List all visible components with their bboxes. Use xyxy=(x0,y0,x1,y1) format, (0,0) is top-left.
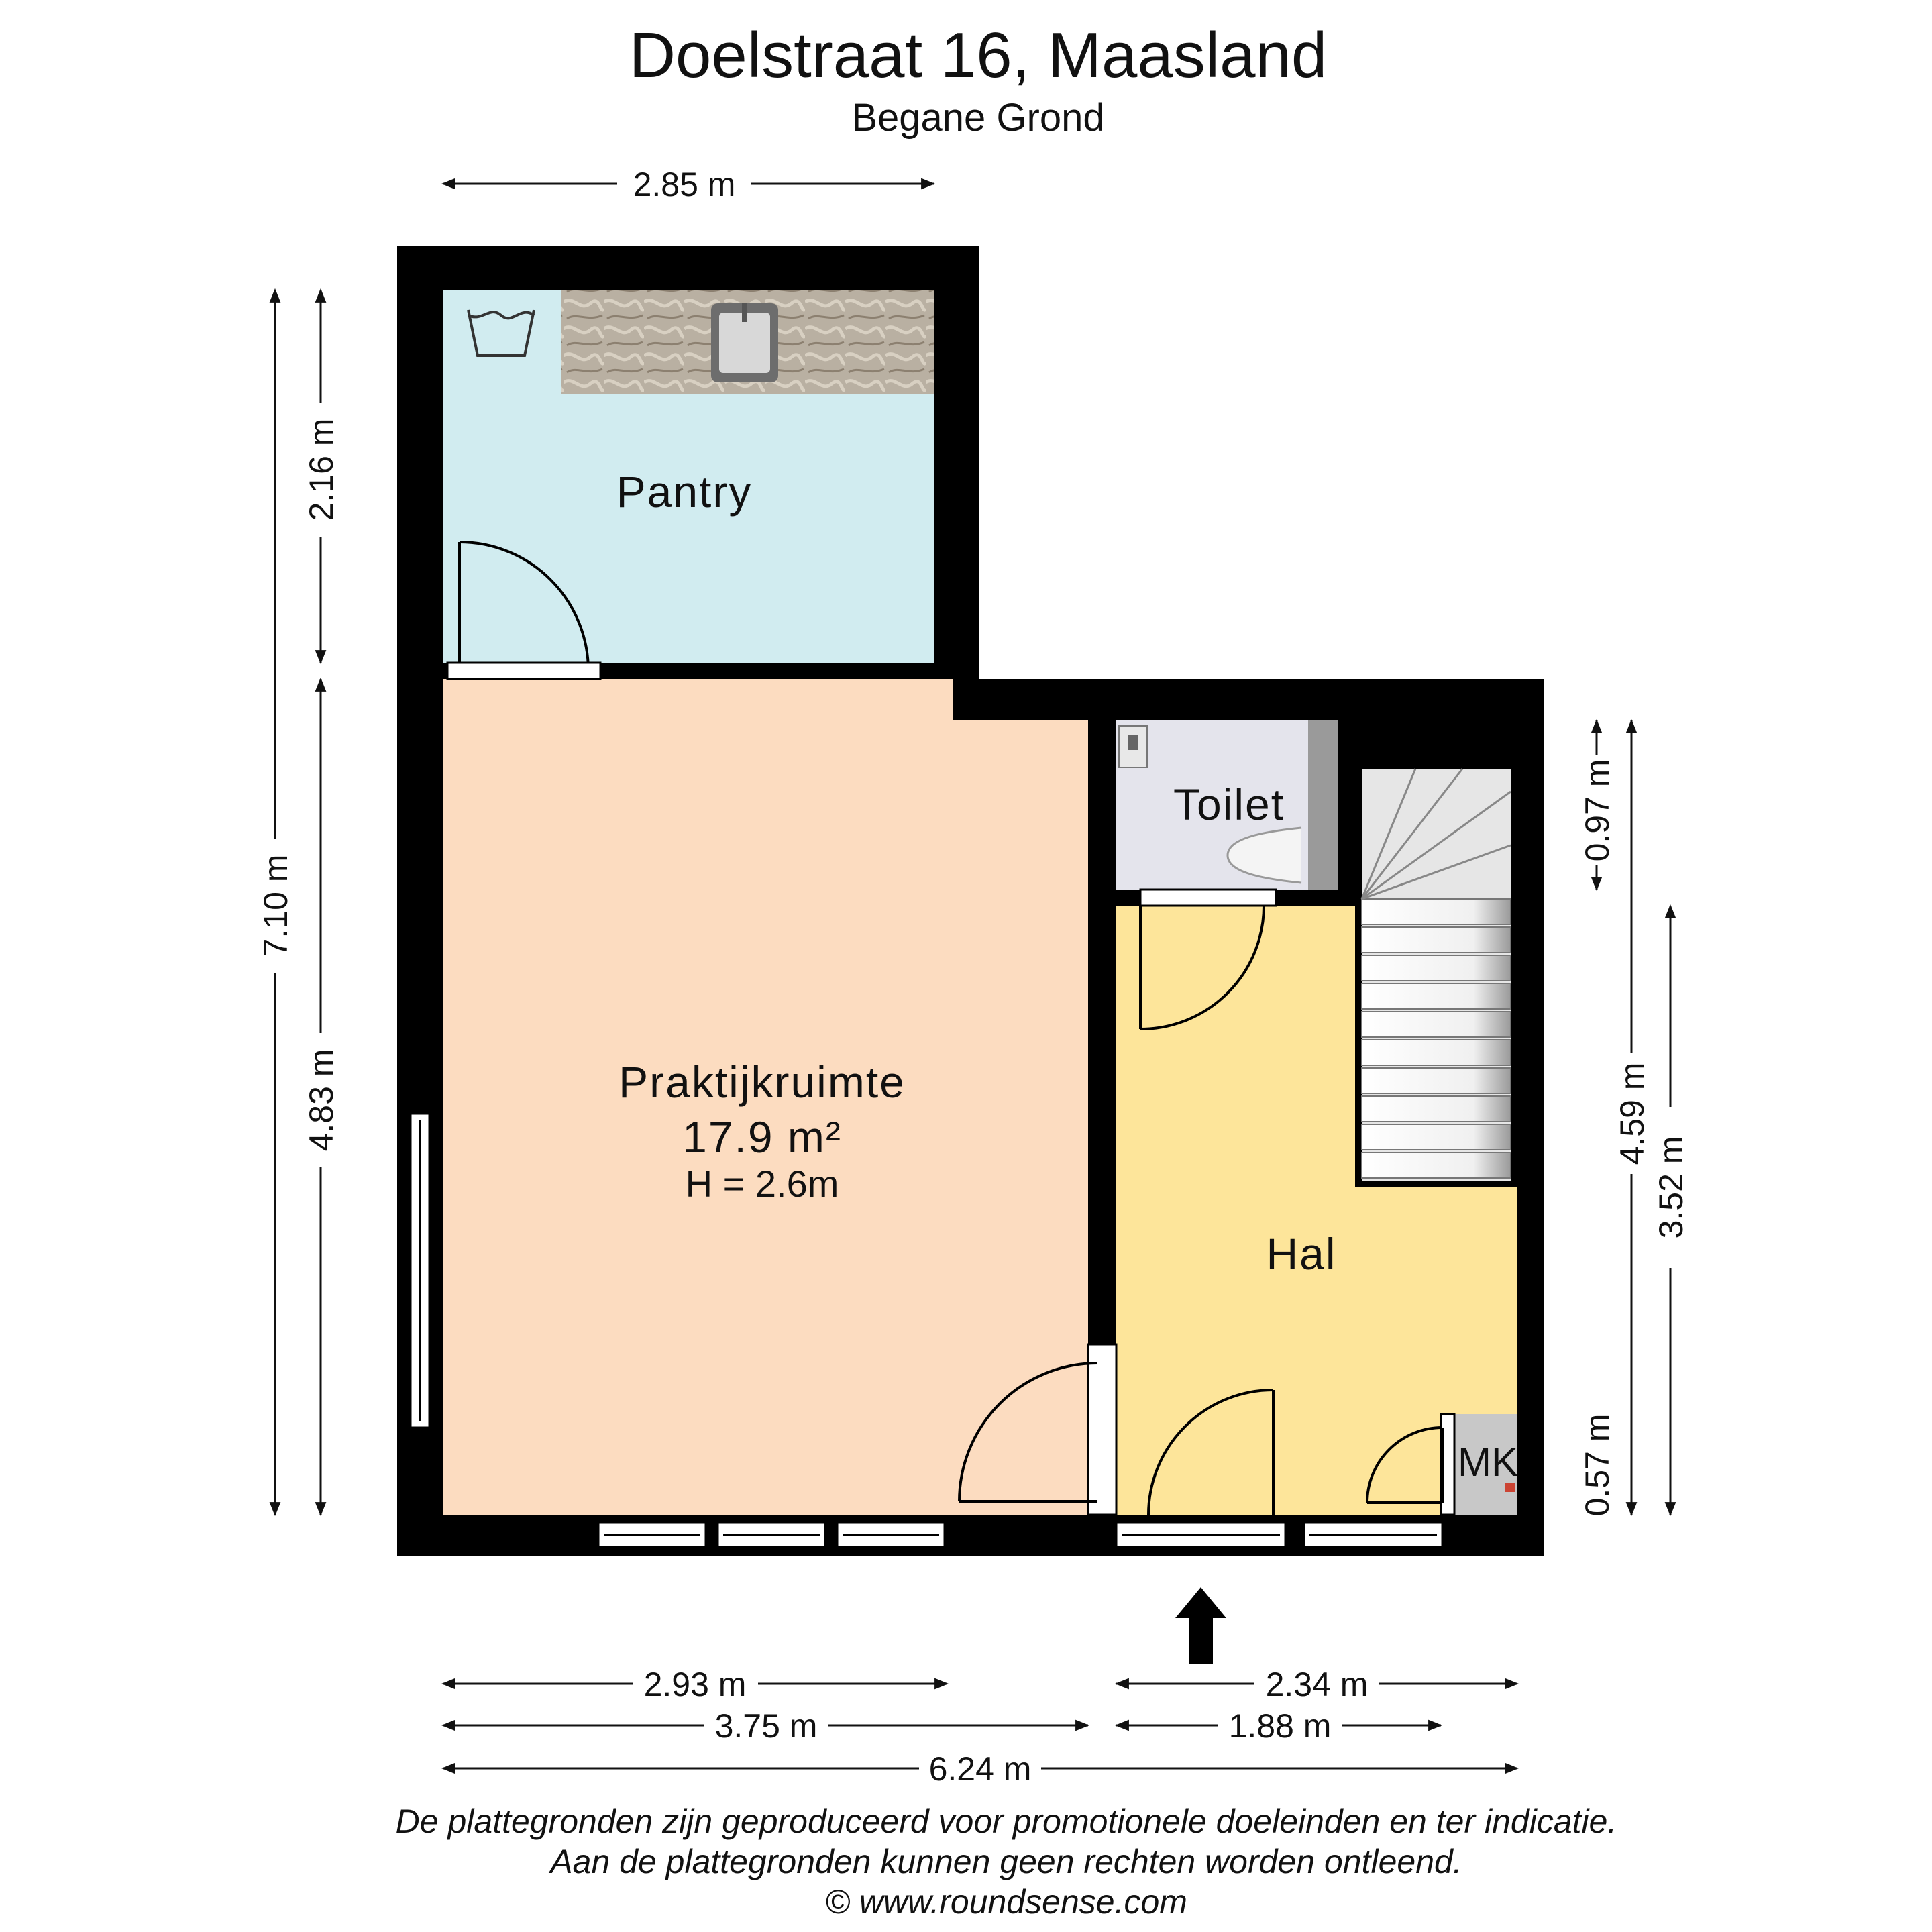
dim-left-praktijk: 4.83 m xyxy=(303,1049,340,1152)
toilet-wall-shade xyxy=(1308,720,1338,890)
plan-title: Doelstraat 16, Maasland xyxy=(629,19,1328,91)
toilet-label: Toilet xyxy=(1173,780,1285,829)
hal-label: Hal xyxy=(1266,1229,1337,1279)
stair-step xyxy=(1362,1012,1511,1037)
praktijk-area: 17.9 m² xyxy=(682,1112,842,1162)
floor-subtitle: Begane Grond xyxy=(851,96,1105,140)
stair-step xyxy=(1362,1040,1511,1065)
stair-step xyxy=(1362,927,1511,953)
entrance-arrow-icon xyxy=(1175,1587,1226,1664)
dim-right-hal: 4.59 m xyxy=(1613,1062,1651,1165)
disclaimer-line-2: Aan de plattegronden kunnen geen rechten worden ontleend. xyxy=(550,1843,1462,1880)
dim-bottom-d: 1.88 m xyxy=(1228,1707,1332,1745)
pantry-label: Pantry xyxy=(616,467,753,517)
copyright-line: © www.roundsense.com xyxy=(825,1883,1187,1921)
dim-left-pantry: 2.16 m xyxy=(303,418,340,521)
stair-step xyxy=(1362,1152,1511,1178)
stair-step xyxy=(1362,1124,1511,1150)
stair-step xyxy=(1362,983,1511,1009)
dim-bottom-c: 2.34 m xyxy=(1265,1666,1368,1703)
dim-left-total: 7.10 m xyxy=(257,854,294,957)
staircase xyxy=(1355,762,1517,1187)
dim-bottom-a: 2.93 m xyxy=(643,1666,747,1703)
stair-step xyxy=(1362,1096,1511,1122)
praktijk-height: H = 2.6m xyxy=(685,1163,839,1205)
praktijk-label: Praktijkruimte xyxy=(619,1057,906,1107)
stair-step xyxy=(1362,899,1511,924)
dim-top-width: 2.85 m xyxy=(633,166,736,203)
dim-right-stair: 3.52 m xyxy=(1652,1136,1690,1239)
dim-right-toilet: 0.97 m xyxy=(1578,759,1616,862)
dim-right-mk: 0.57 m xyxy=(1578,1413,1616,1517)
sink-icon xyxy=(711,303,778,382)
dim-bottom-total: 6.24 m xyxy=(928,1750,1032,1788)
stair-step xyxy=(1362,1068,1511,1093)
dim-bottom-b: 3.75 m xyxy=(714,1707,818,1745)
mk-label: MK xyxy=(1458,1440,1518,1485)
disclaimer-line-1: De plattegronden zijn geproduceerd voor promotionele doeleinden en ter indicatie. xyxy=(395,1803,1617,1840)
stair-step xyxy=(1362,955,1511,981)
praktijk-notch xyxy=(953,679,1088,720)
